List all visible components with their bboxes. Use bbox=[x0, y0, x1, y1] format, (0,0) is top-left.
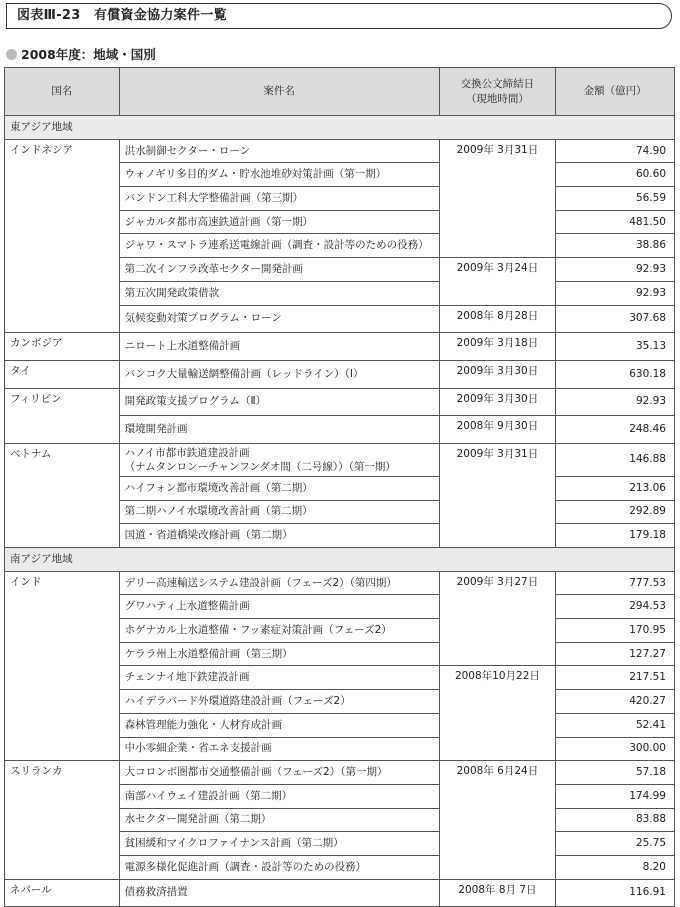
amount-value: 83.88 bbox=[556, 808, 675, 832]
project-name: 中小零細企業・省エネ支援計画 bbox=[119, 737, 439, 761]
amount-value: 57.18 bbox=[556, 761, 675, 785]
project-name: 電源多様化促進計画（調査・設計等のための役務） bbox=[119, 855, 439, 879]
page-title: 図表Ⅲ-23 有償資金協力案件一覧 bbox=[6, 3, 672, 29]
amount-value: 217.51 bbox=[556, 666, 675, 690]
exchange-date: 2009年 3月30日 bbox=[439, 388, 556, 416]
project-name: チェンナイ地下鉄建設計画 bbox=[119, 666, 439, 690]
region-name: 東アジア地域 bbox=[5, 116, 675, 140]
loan-table bbox=[4, 67, 675, 907]
exchange-date: 2008年 6月24日 bbox=[439, 761, 556, 879]
project-name: グワハティ上水道整備計画 bbox=[119, 595, 439, 619]
header-project: 案件名 bbox=[119, 68, 439, 116]
subtitle-text: 2008年度：地域・国別 bbox=[21, 47, 156, 62]
exchange-date: 2009年 3月31日 bbox=[439, 139, 556, 257]
country-name: ネパール bbox=[5, 879, 120, 907]
table-row bbox=[5, 571, 675, 595]
table-row bbox=[5, 761, 675, 785]
amount-value: 38.86 bbox=[556, 234, 675, 258]
amount-value: 300.00 bbox=[556, 737, 675, 761]
amount-value: 179.18 bbox=[556, 524, 675, 548]
region-row bbox=[5, 116, 675, 140]
amount-value: 92.93 bbox=[556, 258, 675, 282]
exchange-date: 2008年 8月 7日 bbox=[439, 879, 556, 907]
table-body bbox=[5, 116, 675, 907]
amount-value: 174.99 bbox=[556, 784, 675, 808]
amount-value: 213.06 bbox=[556, 476, 675, 500]
region-row bbox=[5, 548, 675, 572]
amount-value: 481.50 bbox=[556, 210, 675, 234]
project-name: 水セクター開発計画（第二期） bbox=[119, 808, 439, 832]
amount-value: 92.93 bbox=[556, 281, 675, 305]
project-name: 気候変動対策プログラム・ローン bbox=[119, 305, 439, 333]
amount-value: 56.59 bbox=[556, 187, 675, 211]
country-name: スリランカ bbox=[5, 761, 120, 879]
header-country: 国名 bbox=[5, 68, 120, 116]
table-header bbox=[5, 68, 675, 116]
project-name: 環境開発計画 bbox=[119, 416, 439, 444]
country-name: タイ bbox=[5, 360, 120, 388]
project-name: ハイデラバード外環道路建設計画（フェーズ2） bbox=[119, 690, 439, 714]
project-name: ジャワ・スマトラ連系送電線計画（調査・設計等のための役務） bbox=[119, 234, 439, 258]
country-name: ベトナム bbox=[5, 443, 120, 547]
exchange-date: 2008年 9月30日 bbox=[439, 416, 556, 444]
header-date: 交換公文締結日 （現地時間） bbox=[439, 68, 556, 116]
exchange-date: 2008年10月22日 bbox=[439, 666, 556, 761]
amount-value: 292.89 bbox=[556, 500, 675, 524]
amount-value: 8.20 bbox=[556, 855, 675, 879]
exchange-date: 2009年 3月30日 bbox=[439, 360, 556, 388]
project-name: バンコク大量輸送網整備計画（レッドライン）（Ⅰ） bbox=[119, 360, 439, 388]
project-name: 開発政策支援プログラム（Ⅱ） bbox=[119, 388, 439, 416]
exchange-date: 2009年 3月24日 bbox=[439, 258, 556, 305]
project-name: 貧困緩和マイクロファイナンス計画（第二期） bbox=[119, 832, 439, 856]
exchange-date: 2009年 3月27日 bbox=[439, 571, 556, 666]
country-name: フィリピン bbox=[5, 388, 120, 443]
bullet-icon bbox=[6, 49, 17, 60]
project-name: 南部ハイウェイ建設計画（第二期） bbox=[119, 784, 439, 808]
country-name: インドネシア bbox=[5, 139, 120, 333]
exchange-date: 2008年 8月28日 bbox=[439, 305, 556, 333]
project-name: 洪水制御セクター・ローン bbox=[119, 139, 439, 163]
amount-value: 52.41 bbox=[556, 713, 675, 737]
section-subtitle bbox=[6, 47, 156, 63]
country-name: インド bbox=[5, 571, 120, 761]
amount-value: 307.68 bbox=[556, 305, 675, 333]
amount-value: 25.75 bbox=[556, 832, 675, 856]
amount-value: 248.46 bbox=[556, 416, 675, 444]
amount-value: 92.93 bbox=[556, 388, 675, 416]
amount-value: 116.91 bbox=[556, 879, 675, 907]
project-name: ジャカルタ都市高速鉄道計画（第一期） bbox=[119, 210, 439, 234]
amount-value: 60.60 bbox=[556, 163, 675, 187]
project-name: 第五次開発政策借款 bbox=[119, 281, 439, 305]
project-name: ホゲナカル上水道整備・フッ素症対策計画（フェーズ2） bbox=[119, 619, 439, 643]
amount-value: 294.53 bbox=[556, 595, 675, 619]
amount-value: 74.90 bbox=[556, 139, 675, 163]
amount-value: 146.88 bbox=[556, 443, 675, 476]
project-name: 国道・省道橋梁改修計画（第二期） bbox=[119, 524, 439, 548]
amount-value: 777.53 bbox=[556, 571, 675, 595]
project-name: 森林管理能力強化・人材育成計画 bbox=[119, 713, 439, 737]
project-name: 大コロンボ圏都市交通整備計画（フェーズ2）（第一期） bbox=[119, 761, 439, 785]
country-name: カンボジア bbox=[5, 333, 120, 361]
region-name: 南アジア地域 bbox=[5, 548, 675, 572]
project-name: 第二期ハノイ水環境改善計画（第二期） bbox=[119, 500, 439, 524]
table-row bbox=[5, 388, 675, 416]
project-name: ニロート上水道整備計画 bbox=[119, 333, 439, 361]
amount-value: 170.95 bbox=[556, 619, 675, 643]
amount-value: 127.27 bbox=[556, 642, 675, 666]
amount-value: 420.27 bbox=[556, 690, 675, 714]
table-row bbox=[5, 360, 675, 388]
project-name: デリー高速輸送システム建設計画（フェーズ2）（第四期） bbox=[119, 571, 439, 595]
table-row bbox=[5, 333, 675, 361]
amount-value: 630.18 bbox=[556, 360, 675, 388]
project-name: ハイフォン都市環境改善計画（第二期） bbox=[119, 476, 439, 500]
header-amount: 金額（億円） bbox=[556, 68, 675, 116]
table-row bbox=[5, 139, 675, 163]
project-name: 第二次インフラ改革セクター開発計画 bbox=[119, 258, 439, 282]
exchange-date: 2009年 3月18日 bbox=[439, 333, 556, 361]
table-row bbox=[5, 443, 675, 476]
project-name: ハノイ市都市鉄道建設計画 （ナムタンロンーチャンフンダオ間（二号線））（第一期） bbox=[119, 443, 439, 476]
exchange-date: 2009年 3月31日 bbox=[439, 443, 556, 547]
project-name: バンドン工科大学整備計画（第三期） bbox=[119, 187, 439, 211]
amount-value: 35.13 bbox=[556, 333, 675, 361]
project-name: 債務救済措置 bbox=[119, 879, 439, 907]
project-name: ウォノギリ多目的ダム・貯水池堆砂対策計画（第一期） bbox=[119, 163, 439, 187]
table-row bbox=[5, 879, 675, 907]
project-name: ケララ州上水道整備計画（第三期） bbox=[119, 642, 439, 666]
